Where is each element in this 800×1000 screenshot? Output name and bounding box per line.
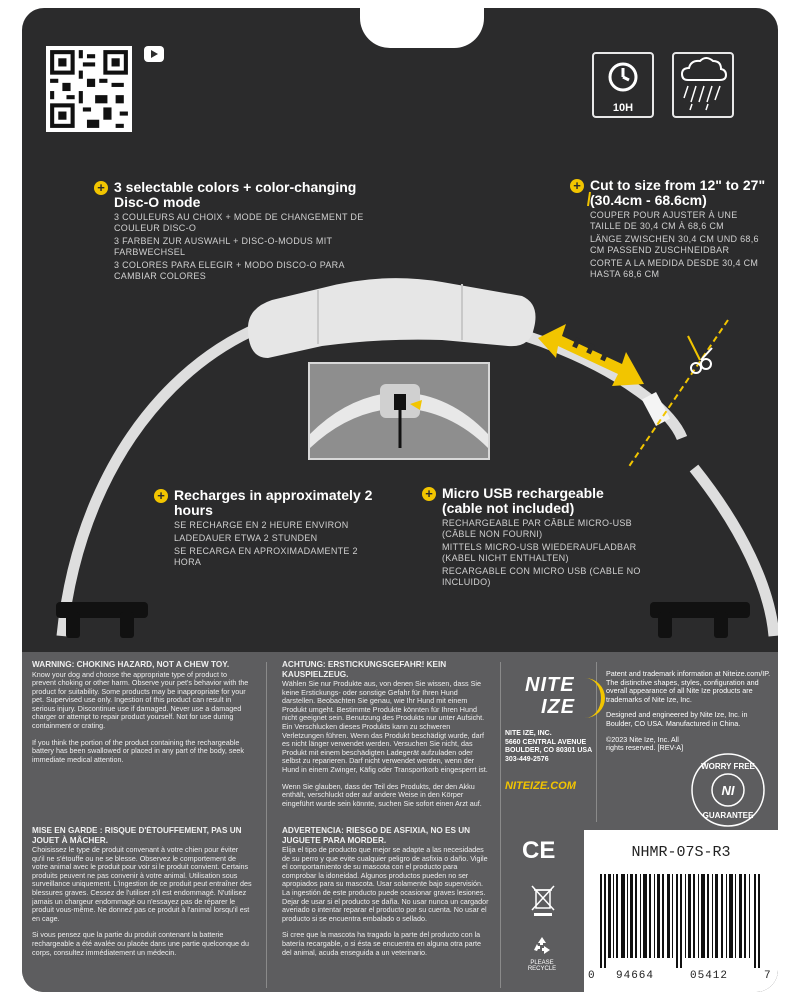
warning-de-p2: Wenn Sie glauben, dass der Teil des Produkts, der den Akku enthält, verschluckt oder auf andere Weise in den Körper eingeführt wurde sein könnte, suchen Sie sofort einen Arzt auf. xyxy=(282,781,482,808)
plus-icon: + xyxy=(570,179,584,193)
ce-mark: CE xyxy=(522,837,556,864)
feature-colors-de: 3 FARBEN ZUR AUSWAHL + DISC-O-MODUS MIT FARBWECHSEL xyxy=(114,236,333,257)
feature-recharge-de: LADEDAUER ETWA 2 STUNDEN xyxy=(174,533,318,543)
double-arrow-icon xyxy=(538,324,644,386)
usb-port-photo xyxy=(310,364,488,458)
feature-colors-es: 3 COLORES PARA ELEGIR + MODO DISCO-O PARA CAMBIAR COLORES xyxy=(114,260,345,281)
feature-cut-title: Cut to size from 12" to 27" (30.4cm - 68.6cm) xyxy=(590,177,766,208)
feature-colors-title: 3 selectable colors + color-changing Disc-O mode xyxy=(114,179,357,210)
warning-de xyxy=(282,660,492,812)
column-divider xyxy=(500,662,501,988)
warning-es-p1: Elija el tipo de producto que mejor se adapte a las necesidades de su perro y que evite cualquier peligro de asfixia o daño. Vigile el comportamiento de su mascota con el producto para comprobar la idoneidad. Algunos productos pueden no ser apropiados para su mascota. Usar solamente bajo supervisión. La ingestión de este producto puede ocasionar graves lesiones. Dejar de usar si el producto se daña. No usar nunca un cargador averiado o intentar reparar el producto por su cuenta. No usar el producto si se encuentra embalado o sellado. xyxy=(282,845,489,923)
company-name: NITE IZE, INC. xyxy=(505,730,552,737)
usb-port-inset xyxy=(308,362,490,460)
feature-cut-fr: COUPER POUR AJUSTER À UNE TAILLE DE 30,4 CM À 68,6 CM xyxy=(590,210,738,231)
warning-fr-p2: Si vous pensez que la partie du produit contenant la batterie rechargeable a été avalée ou placée dans une partie quelconque du corps, consultez immédiatement un médecin. xyxy=(32,930,249,957)
crescent-moon-icon xyxy=(577,676,607,720)
feature-colors xyxy=(94,180,384,282)
badge-bottom: GUARANTEE xyxy=(702,811,754,820)
warning-es xyxy=(282,826,492,990)
feature-usb-fr: RECHARGEABLE PAR CÂBLE MICRO-USB (CÂBLE NON FOURNI) xyxy=(442,518,632,539)
badge-mark: NI xyxy=(721,783,735,798)
plus-icon: + xyxy=(154,489,168,503)
patent-info xyxy=(606,670,774,760)
patent-p1: Patent and trademark information at Niteize.com/IP. The distinctive shapes, styles, configuration and overall appearance of all Nite Ize products are trademarks of Nite Ize, Inc. xyxy=(606,669,771,704)
upc-digits xyxy=(584,970,778,984)
collar-illustration xyxy=(22,8,778,668)
feature-cut xyxy=(570,178,770,280)
feature-usb-title: Micro USB rechargeable (cable not included) xyxy=(442,485,604,516)
nite-ize-logo xyxy=(525,672,607,726)
upc-first: 0 xyxy=(588,970,595,982)
upc-left: 94664 xyxy=(616,970,655,982)
runtime-label: 10H xyxy=(612,102,634,114)
feature-cut-de: LÄNGE ZWISCHEN 30,4 CM UND 68,6 CM PASSEND ZUSCHNEIDBAR xyxy=(590,234,759,255)
warning-es-head: ADVERTENCIA: RIESGO DE ASFIXIA, NO ES UN JUGUETE PARA MORDER. xyxy=(282,826,471,845)
plus-icon: + xyxy=(422,487,436,501)
package-back-card xyxy=(22,8,778,992)
scissors-icon xyxy=(691,348,712,373)
address-line1: 5660 CENTRAL AVENUE xyxy=(505,738,587,746)
company-website: NITEIZE.COM xyxy=(505,780,576,792)
company-address xyxy=(505,730,605,764)
plus-icon: + xyxy=(94,181,108,195)
logo-nite: NITE xyxy=(525,674,575,696)
feature-cut-es: CORTE A LA MEDIDA DESDE 30,4 CM HASTA 68,6 CM xyxy=(590,258,759,279)
feature-recharge-title: Recharges in approximately 2 hours xyxy=(174,487,373,518)
guarantee-badge-icon xyxy=(690,752,766,828)
feature-recharge xyxy=(154,488,384,568)
warning-fr-head: MISE EN GARDE : RISQUE D'ÉTOUFFEMENT, PAS UN JOUET À MÂCHER. xyxy=(32,826,242,845)
feature-usb-de: MITTELS MICRO-USB WIEDERAUFLADBAR (KABEL NICHT ENTHALTEN) xyxy=(442,542,637,563)
warning-en-p2: If you think the portion of the product containing the rechargeable battery has been swallowed or placed in any part of the body, seek immediate medical attention. xyxy=(32,737,245,764)
weee-bin-icon xyxy=(528,882,558,918)
warning-en xyxy=(32,660,252,810)
sku-number: NHMR-07S-R3 xyxy=(631,844,731,861)
upc-check: 7 xyxy=(764,970,771,982)
collar-clip-left xyxy=(56,602,148,638)
company-phone: 303-449-2576 xyxy=(505,755,549,763)
column-divider xyxy=(266,662,267,988)
barcode-label xyxy=(584,830,778,992)
recycle-label: PLEASE RECYCLE xyxy=(527,960,557,972)
patent-p2: Designed and engineered by Nite Ize, Inc. in Boulder, CO USA. Manufactured in China. xyxy=(606,710,748,728)
collar-clip-right xyxy=(650,602,750,638)
feature-recharge-es: SE RECARGA EN APROXIMADAMENTE 2 HORA xyxy=(174,546,358,567)
warning-de-head: ACHTUNG: ERSTICKUNGSGEFAHR! KEIN KAUSPIELZEUG. xyxy=(282,660,447,679)
logo-ize: IZE xyxy=(541,696,576,718)
address-line2: BOULDER, CO 80301 USA xyxy=(505,747,593,754)
barcode-icon xyxy=(596,874,766,968)
recycle-icon xyxy=(530,934,554,958)
warning-fr-p1: Choisissez le type de produit convenant à votre chien pour éviter qu'il ne s'étouffe ou ne se blesse. Observez le comportement de votre animal avec le produit pour voir si le produit convient. Certains produits peuvent ne pas convenir à votre animal. Utilisation sous surveillance uniquement. L'ingestion de ce produit peut entraîner des blessures graves. Cessez de l'utiliser s'il est endommagé. N'utilisez jamais un chargeur endommagé ou n'essayez pas de réparer le produit vous-même. Ne donnez pas ce produit à l'animal lorsqu'il est en cage. xyxy=(32,845,252,923)
feature-usb-es: RECARGABLE CON MICRO USB (CABLE NO INCLUIDO) xyxy=(442,566,641,587)
warning-en-p1: Know your dog and choose the appropriate type of product to prevent choking or other harm. Observe your pet's behavior with the product for suitability. Some products may be inappropriate for your pet. Supervised use only. Ingestion of this product can result in serious injury. Discontinue use if damaged. Never use a damaged charger or attempt to repair product yourself. Not for use during containment or crating. xyxy=(32,669,249,731)
warning-en-head: WARNING: CHOKING HAZARD, NOT A CHEW TOY. xyxy=(32,660,230,669)
patent-p3: ©2023 Nite Ize, Inc. All rights reserved. [REV-A] xyxy=(606,734,684,753)
warning-es-p2: Si cree que la mascota ha tragado la parte del producto con la batería recargable, o si ésta se encuentra en alguna otra parte del animal, acuda enseguida a un veterinario. xyxy=(282,930,481,957)
feature-colors-fr: 3 COULEURS AU CHOIX + MODE DE CHANGEMENT DE COULEUR DISC-O xyxy=(114,212,364,233)
badge-top: WORRY FREE xyxy=(701,762,755,771)
feature-recharge-fr: SE RECHARGE EN 2 HEURE ENVIRON xyxy=(174,520,349,530)
warning-fr xyxy=(32,826,252,990)
feature-usb xyxy=(422,486,642,588)
warning-de-p1: Wählen Sie nur Produkte aus, von denen Sie wissen, dass Sie keine Erstickungs- oder sonstige Gefahr für Ihren Hund darstellen. Beobachten Sie genau, wie Ihr Hund mit einem Produkt umgeht. Bestimmte Produkte könnten für Ihren Hund nicht geeignet sein. Benutzung des Produkts nur unter Aufsicht. Ein Verschlucken dieses Produkts kann zu schweren Verletzungen führen. Wenn das Produkt beschädigt wurde, darf es nicht länger verwendet werden. Versuchen Sie nicht, das Produkt mit einem beschädigten Ladegerät aufzuladen oder selbst zu reparieren. Darf nicht verwendet werden, wenn der Hund in einem Zwinger, Käfig oder Transportkorb eingesperrt ist. xyxy=(282,679,488,774)
upc-right: 05412 xyxy=(690,970,729,982)
